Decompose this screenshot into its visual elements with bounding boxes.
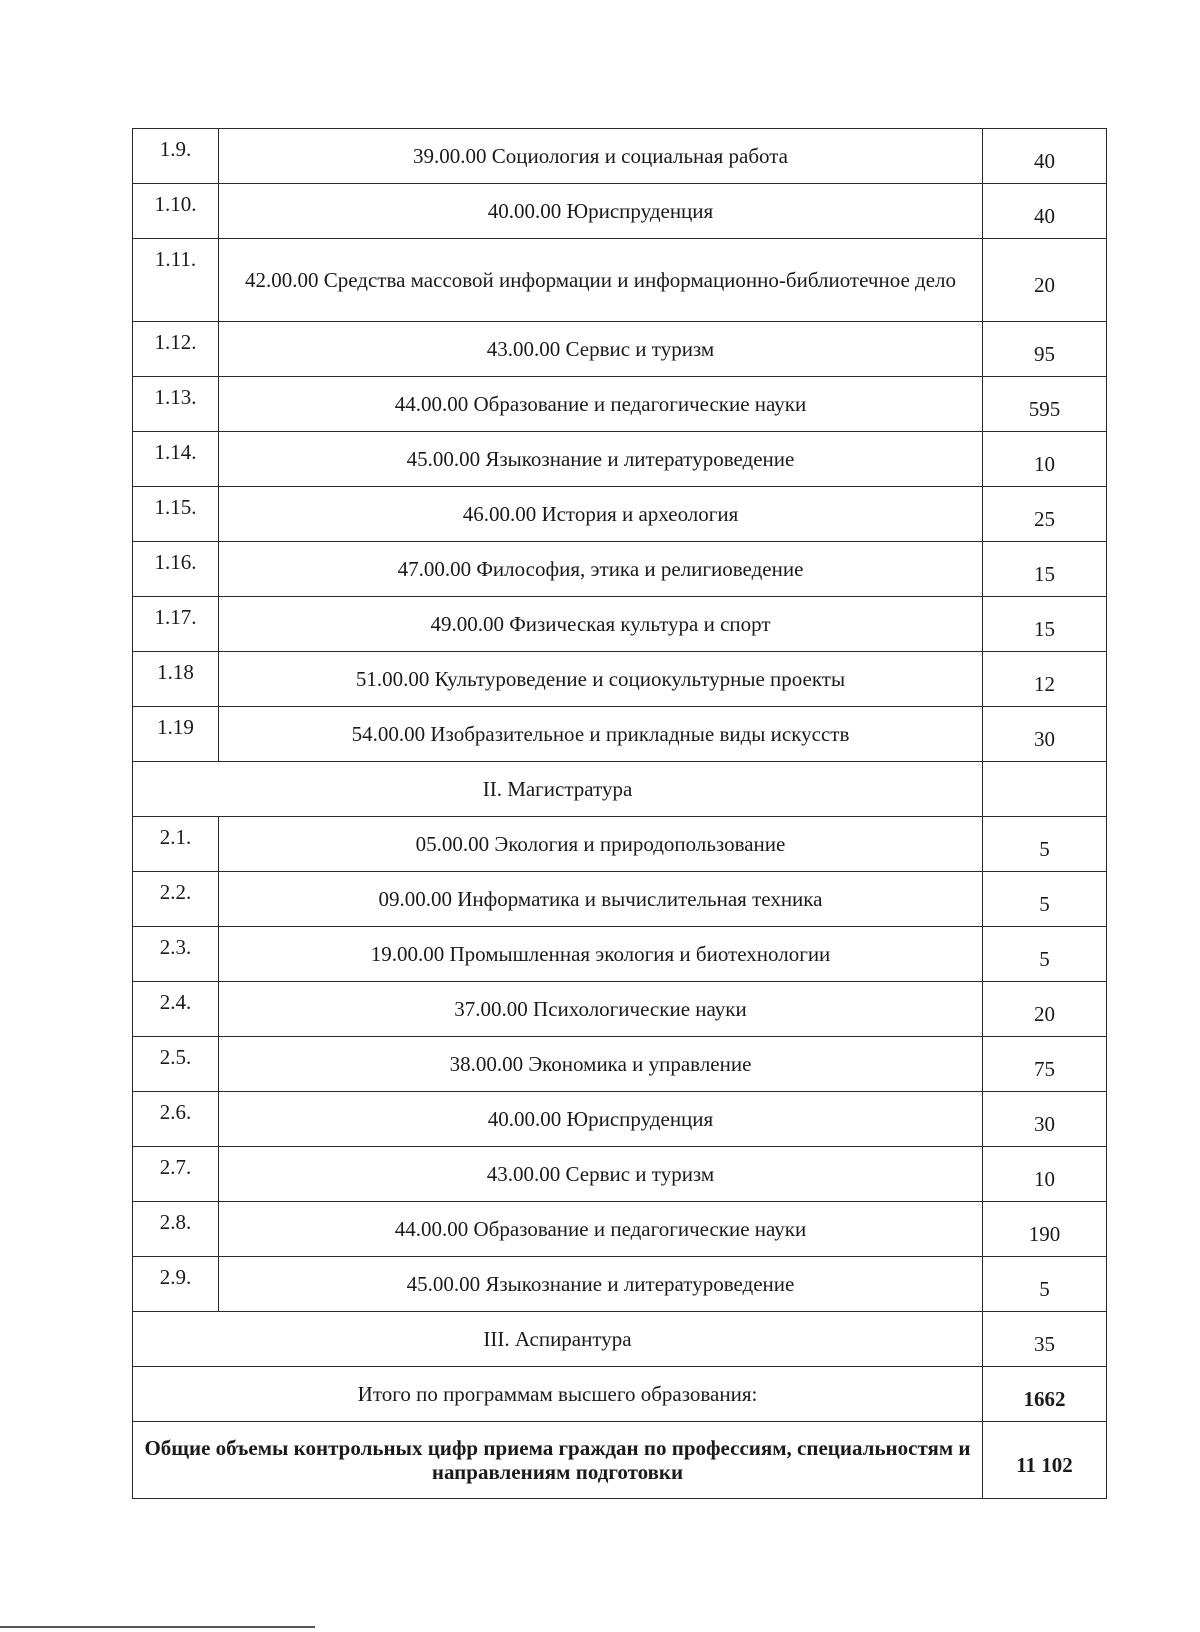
- quota-value: 20: [983, 982, 1107, 1037]
- table-row: [133, 487, 1107, 542]
- row-number: 1.15.: [133, 487, 219, 542]
- quota-value: 190: [983, 1202, 1107, 1257]
- table-row: [133, 1257, 1107, 1312]
- table-row: [133, 1147, 1107, 1202]
- table-row: [133, 239, 1107, 322]
- quota-value: 5: [983, 872, 1107, 927]
- table-row: [133, 927, 1107, 982]
- row-number: 1.18: [133, 652, 219, 707]
- program-name: 49.00.00 Физическая культура и спорт: [219, 597, 983, 652]
- program-name: 42.00.00 Средства массовой информации и информационно-библиотечное дело: [219, 239, 983, 322]
- grand-total-row: [133, 1422, 1107, 1499]
- quota-value: 5: [983, 927, 1107, 982]
- page-bottom-rule: [0, 1626, 315, 1628]
- table-row: [133, 322, 1107, 377]
- row-label: III. Аспирантура: [133, 1312, 983, 1367]
- quota-value: 75: [983, 1037, 1107, 1092]
- row-number: 2.4.: [133, 982, 219, 1037]
- row-number: 2.7.: [133, 1147, 219, 1202]
- quota-value: 5: [983, 1257, 1107, 1312]
- quota-value: 10: [983, 1147, 1107, 1202]
- table-row: [133, 542, 1107, 597]
- program-name: 45.00.00 Языкознание и литературоведение: [219, 1257, 983, 1312]
- quota-value: 35: [983, 1312, 1107, 1367]
- program-name: 44.00.00 Образование и педагогические науки: [219, 1202, 983, 1257]
- table-row: [133, 184, 1107, 239]
- section-row: [133, 762, 1107, 817]
- table-row: [133, 432, 1107, 487]
- row-number: 1.10.: [133, 184, 219, 239]
- table-row: [133, 652, 1107, 707]
- quota-value: 12: [983, 652, 1107, 707]
- program-name: 40.00.00 Юриспруденция: [219, 1092, 983, 1147]
- quota-value: 10: [983, 432, 1107, 487]
- quota-value: 25: [983, 487, 1107, 542]
- table-row: [133, 377, 1107, 432]
- row-number: 1.19: [133, 707, 219, 762]
- table-row: [133, 1092, 1107, 1147]
- quota-value: 11 102: [983, 1422, 1107, 1499]
- program-name: 39.00.00 Социология и социальная работа: [219, 129, 983, 184]
- program-name: 46.00.00 История и археология: [219, 487, 983, 542]
- program-name: 45.00.00 Языкознание и литературоведение: [219, 432, 983, 487]
- program-name: 05.00.00 Экология и природопользование: [219, 817, 983, 872]
- program-name: 54.00.00 Изобразительное и прикладные виды искусств: [219, 707, 983, 762]
- row-label: Итого по программам высшего образования:: [133, 1367, 983, 1422]
- program-name: 19.00.00 Промышленная экология и биотехнологии: [219, 927, 983, 982]
- quota-value: 15: [983, 542, 1107, 597]
- quota-value: 20: [983, 239, 1107, 322]
- row-label: II. Магистратура: [133, 762, 983, 817]
- quota-value: 95: [983, 322, 1107, 377]
- row-number: 1.14.: [133, 432, 219, 487]
- row-number: 2.9.: [133, 1257, 219, 1312]
- table-row: [133, 982, 1107, 1037]
- admission-quota-table: [132, 128, 1107, 1499]
- total-row: [133, 1367, 1107, 1422]
- table-row: [133, 597, 1107, 652]
- row-label: Общие объемы контрольных цифр приема граждан по профессиям, специальностям и направлениям подготовки: [133, 1422, 983, 1499]
- row-number: 1.16.: [133, 542, 219, 597]
- row-number: 1.9.: [133, 129, 219, 184]
- row-number: 2.8.: [133, 1202, 219, 1257]
- table-row: [133, 129, 1107, 184]
- quota-value: 595: [983, 377, 1107, 432]
- row-number: 2.5.: [133, 1037, 219, 1092]
- row-number: 2.6.: [133, 1092, 219, 1147]
- program-name: 40.00.00 Юриспруденция: [219, 184, 983, 239]
- program-name: 37.00.00 Психологические науки: [219, 982, 983, 1037]
- program-name: 51.00.00 Культуроведение и социокультурные проекты: [219, 652, 983, 707]
- table-row: [133, 872, 1107, 927]
- row-number: 2.2.: [133, 872, 219, 927]
- table-row: [133, 1037, 1107, 1092]
- row-number: 1.13.: [133, 377, 219, 432]
- table-body: [133, 129, 1107, 1499]
- quota-value: 40: [983, 184, 1107, 239]
- row-number: 1.11.: [133, 239, 219, 322]
- row-number: 1.12.: [133, 322, 219, 377]
- table-row: [133, 817, 1107, 872]
- row-number: 1.17.: [133, 597, 219, 652]
- table-row: [133, 707, 1107, 762]
- quota-value: 15: [983, 597, 1107, 652]
- quota-value: 30: [983, 1092, 1107, 1147]
- row-number: 2.1.: [133, 817, 219, 872]
- program-name: 43.00.00 Сервис и туризм: [219, 1147, 983, 1202]
- row-number: 2.3.: [133, 927, 219, 982]
- quota-value: 1662: [983, 1367, 1107, 1422]
- quota-value: 40: [983, 129, 1107, 184]
- quota-value: 30: [983, 707, 1107, 762]
- program-name: 38.00.00 Экономика и управление: [219, 1037, 983, 1092]
- table-row: [133, 1202, 1107, 1257]
- program-name: 09.00.00 Информатика и вычислительная техника: [219, 872, 983, 927]
- quota-value: 5: [983, 817, 1107, 872]
- program-name: 47.00.00 Философия, этика и религиоведение: [219, 542, 983, 597]
- section-row: [133, 1312, 1107, 1367]
- program-name: 43.00.00 Сервис и туризм: [219, 322, 983, 377]
- program-name: 44.00.00 Образование и педагогические науки: [219, 377, 983, 432]
- quota-value: [983, 762, 1107, 817]
